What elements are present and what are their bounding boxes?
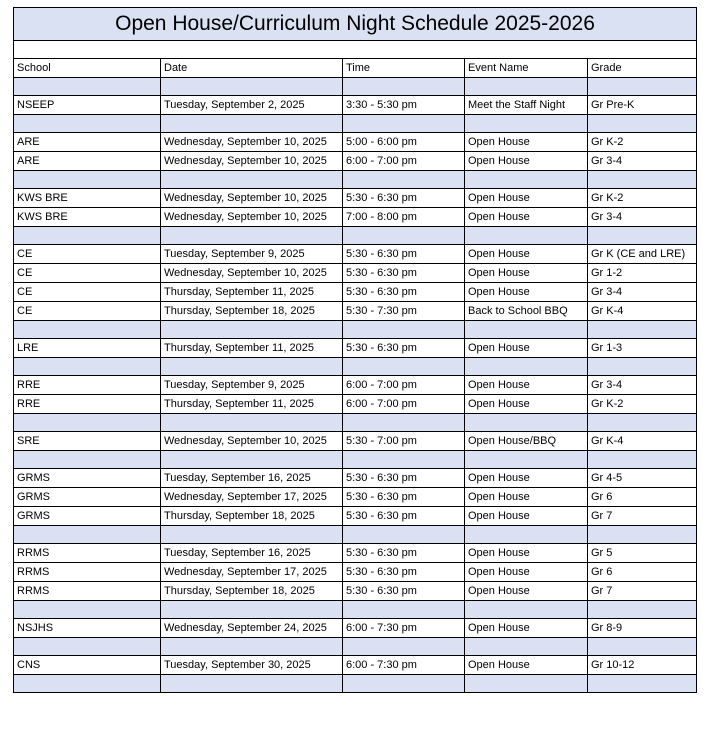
cell-school: GRMS bbox=[14, 469, 161, 488]
cell-grade: Gr K (CE and LRE) bbox=[588, 245, 697, 264]
cell-time: 5:30 - 6:30 pm bbox=[343, 469, 465, 488]
spacer-row bbox=[14, 451, 697, 469]
cell-event-name: Open House bbox=[465, 376, 588, 395]
spacer-cell bbox=[14, 526, 161, 544]
spacer-cell bbox=[588, 321, 697, 339]
spacer-row bbox=[14, 321, 697, 339]
cell-event-name: Open House bbox=[465, 469, 588, 488]
cell-time: 6:00 - 7:00 pm bbox=[343, 395, 465, 414]
cell-event-name: Open House bbox=[465, 395, 588, 414]
blank-row bbox=[14, 41, 697, 59]
cell-school: KWS BRE bbox=[14, 189, 161, 208]
schedule-row bbox=[14, 189, 697, 208]
cell-school: RRMS bbox=[14, 582, 161, 601]
spacer-cell bbox=[343, 321, 465, 339]
spacer-cell bbox=[465, 451, 588, 469]
cell-date: Wednesday, September 10, 2025 bbox=[161, 189, 343, 208]
cell-event-name: Open House/BBQ bbox=[465, 432, 588, 451]
cell-grade: Gr 1-3 bbox=[588, 339, 697, 358]
spacer-cell bbox=[14, 601, 161, 619]
cell-date: Tuesday, September 2, 2025 bbox=[161, 96, 343, 115]
cell-school: CNS bbox=[14, 656, 161, 675]
spacer-cell bbox=[588, 451, 697, 469]
header-grade: Grade bbox=[588, 59, 697, 78]
cell-date: Tuesday, September 9, 2025 bbox=[161, 376, 343, 395]
cell-time: 7:00 - 8:00 pm bbox=[343, 208, 465, 227]
cell-school: KWS BRE bbox=[14, 208, 161, 227]
cell-event-name: Open House bbox=[465, 133, 588, 152]
schedule-row bbox=[14, 152, 697, 171]
cell-date: Tuesday, September 30, 2025 bbox=[161, 656, 343, 675]
cell-date: Thursday, September 18, 2025 bbox=[161, 507, 343, 526]
cell-time: 5:30 - 6:30 pm bbox=[343, 488, 465, 507]
cell-school: NSJHS bbox=[14, 619, 161, 638]
cell-time: 5:30 - 6:30 pm bbox=[343, 507, 465, 526]
cell-time: 5:30 - 6:30 pm bbox=[343, 189, 465, 208]
cell-date: Thursday, September 11, 2025 bbox=[161, 339, 343, 358]
spacer-cell bbox=[588, 526, 697, 544]
spacer-cell bbox=[588, 601, 697, 619]
spacer-cell bbox=[14, 675, 161, 693]
header-school: School bbox=[14, 59, 161, 78]
cell-grade: Gr 3-4 bbox=[588, 208, 697, 227]
spacer-cell bbox=[465, 601, 588, 619]
schedule-row bbox=[14, 283, 697, 302]
spacer-cell bbox=[161, 675, 343, 693]
cell-school: CE bbox=[14, 245, 161, 264]
cell-school: RRMS bbox=[14, 544, 161, 563]
cell-event-name: Open House bbox=[465, 619, 588, 638]
schedule-row bbox=[14, 544, 697, 563]
cell-school: CE bbox=[14, 302, 161, 321]
cell-school: CE bbox=[14, 283, 161, 302]
cell-school: RRE bbox=[14, 395, 161, 414]
cell-grade: Gr 3-4 bbox=[588, 152, 697, 171]
schedule-row bbox=[14, 395, 697, 414]
title-row bbox=[14, 8, 697, 41]
schedule-row bbox=[14, 302, 697, 321]
cell-grade: Gr 3-4 bbox=[588, 376, 697, 395]
cell-time: 6:00 - 7:00 pm bbox=[343, 152, 465, 171]
spacer-cell bbox=[14, 414, 161, 432]
cell-time: 5:30 - 6:30 pm bbox=[343, 544, 465, 563]
cell-date: Thursday, September 11, 2025 bbox=[161, 283, 343, 302]
spacer-row bbox=[14, 227, 697, 245]
cell-date: Wednesday, September 10, 2025 bbox=[161, 133, 343, 152]
blank-cell bbox=[14, 41, 697, 59]
spacer-row bbox=[14, 638, 697, 656]
spacer-row bbox=[14, 601, 697, 619]
cell-date: Wednesday, September 10, 2025 bbox=[161, 432, 343, 451]
schedule-sheet bbox=[13, 7, 696, 693]
cell-time: 5:00 - 6:00 pm bbox=[343, 133, 465, 152]
schedule-row bbox=[14, 488, 697, 507]
spacer-row bbox=[14, 414, 697, 432]
cell-event-name: Open House bbox=[465, 264, 588, 283]
spacer-cell bbox=[588, 675, 697, 693]
cell-time: 5:30 - 6:30 pm bbox=[343, 582, 465, 601]
spacer-cell bbox=[588, 227, 697, 245]
cell-grade: Gr K-2 bbox=[588, 395, 697, 414]
schedule-row bbox=[14, 264, 697, 283]
spacer-cell bbox=[14, 227, 161, 245]
spacer-cell bbox=[161, 227, 343, 245]
schedule-row bbox=[14, 469, 697, 488]
schedule-body bbox=[14, 8, 697, 693]
cell-school: RRE bbox=[14, 376, 161, 395]
cell-school: LRE bbox=[14, 339, 161, 358]
cell-grade: Gr K-4 bbox=[588, 302, 697, 321]
spacer-cell bbox=[343, 675, 465, 693]
cell-event-name: Open House bbox=[465, 189, 588, 208]
spacer-cell bbox=[588, 414, 697, 432]
cell-time: 5:30 - 7:30 pm bbox=[343, 302, 465, 321]
spacer-cell bbox=[161, 115, 343, 133]
schedule-row bbox=[14, 245, 697, 264]
cell-event-name: Open House bbox=[465, 563, 588, 582]
cell-event-name: Open House bbox=[465, 582, 588, 601]
spacer-cell bbox=[161, 526, 343, 544]
cell-school: ARE bbox=[14, 152, 161, 171]
spacer-cell bbox=[14, 115, 161, 133]
schedule-row bbox=[14, 656, 697, 675]
cell-event-name: Meet the Staff Night bbox=[465, 96, 588, 115]
cell-event-name: Back to School BBQ bbox=[465, 302, 588, 321]
spacer-row bbox=[14, 115, 697, 133]
cell-time: 5:30 - 6:30 pm bbox=[343, 264, 465, 283]
spacer-cell bbox=[343, 451, 465, 469]
spacer-cell bbox=[14, 78, 161, 96]
spacer-cell bbox=[14, 358, 161, 376]
header-row bbox=[14, 59, 697, 78]
cell-grade: Gr 7 bbox=[588, 507, 697, 526]
spacer-cell bbox=[465, 227, 588, 245]
cell-grade: Gr 3-4 bbox=[588, 283, 697, 302]
cell-date: Tuesday, September 16, 2025 bbox=[161, 469, 343, 488]
cell-school: GRMS bbox=[14, 507, 161, 526]
cell-date: Wednesday, September 24, 2025 bbox=[161, 619, 343, 638]
spacer-cell bbox=[161, 414, 343, 432]
cell-time: 6:00 - 7:30 pm bbox=[343, 656, 465, 675]
cell-event-name: Open House bbox=[465, 245, 588, 264]
schedule-row bbox=[14, 376, 697, 395]
cell-grade: Gr K-2 bbox=[588, 189, 697, 208]
spacer-cell bbox=[465, 675, 588, 693]
schedule-row bbox=[14, 619, 697, 638]
cell-time: 5:30 - 6:30 pm bbox=[343, 283, 465, 302]
cell-date: Thursday, September 18, 2025 bbox=[161, 302, 343, 321]
schedule-table bbox=[13, 7, 697, 693]
schedule-row bbox=[14, 507, 697, 526]
cell-school: NSEEP bbox=[14, 96, 161, 115]
cell-grade: Gr 4-5 bbox=[588, 469, 697, 488]
spacer-cell bbox=[465, 171, 588, 189]
cell-date: Wednesday, September 10, 2025 bbox=[161, 264, 343, 283]
spacer-cell bbox=[465, 358, 588, 376]
cell-school: ARE bbox=[14, 133, 161, 152]
spacer-cell bbox=[343, 171, 465, 189]
cell-grade: Gr 8-9 bbox=[588, 619, 697, 638]
cell-event-name: Open House bbox=[465, 507, 588, 526]
schedule-row bbox=[14, 432, 697, 451]
spacer-cell bbox=[465, 638, 588, 656]
spacer-cell bbox=[14, 171, 161, 189]
cell-event-name: Open House bbox=[465, 152, 588, 171]
spacer-cell bbox=[343, 227, 465, 245]
cell-time: 5:30 - 7:00 pm bbox=[343, 432, 465, 451]
spacer-cell bbox=[14, 638, 161, 656]
spacer-cell bbox=[465, 78, 588, 96]
spacer-cell bbox=[465, 526, 588, 544]
header-time: Time bbox=[343, 59, 465, 78]
cell-date: Wednesday, September 17, 2025 bbox=[161, 488, 343, 507]
schedule-row bbox=[14, 563, 697, 582]
cell-time: 6:00 - 7:30 pm bbox=[343, 619, 465, 638]
cell-school: RRMS bbox=[14, 563, 161, 582]
spacer-cell bbox=[343, 115, 465, 133]
spacer-cell bbox=[588, 115, 697, 133]
spacer-cell bbox=[343, 414, 465, 432]
spacer-cell bbox=[343, 78, 465, 96]
spacer-row bbox=[14, 358, 697, 376]
cell-grade: Gr 6 bbox=[588, 488, 697, 507]
cell-time: 3:30 - 5:30 pm bbox=[343, 96, 465, 115]
cell-date: Wednesday, September 10, 2025 bbox=[161, 152, 343, 171]
spacer-cell bbox=[465, 115, 588, 133]
cell-event-name: Open House bbox=[465, 208, 588, 227]
spacer-row bbox=[14, 526, 697, 544]
schedule-row bbox=[14, 96, 697, 115]
spacer-cell bbox=[588, 171, 697, 189]
cell-grade: Gr 5 bbox=[588, 544, 697, 563]
cell-school: CE bbox=[14, 264, 161, 283]
spacer-cell bbox=[161, 78, 343, 96]
cell-event-name: Open House bbox=[465, 488, 588, 507]
schedule-row bbox=[14, 133, 697, 152]
cell-grade: Gr 10-12 bbox=[588, 656, 697, 675]
cell-time: 5:30 - 6:30 pm bbox=[343, 563, 465, 582]
cell-grade: Gr K-4 bbox=[588, 432, 697, 451]
cell-time: 5:30 - 6:30 pm bbox=[343, 339, 465, 358]
cell-grade: Gr 6 bbox=[588, 563, 697, 582]
cell-time: 6:00 - 7:00 pm bbox=[343, 376, 465, 395]
cell-date: Tuesday, September 16, 2025 bbox=[161, 544, 343, 563]
spacer-cell bbox=[161, 601, 343, 619]
schedule-row bbox=[14, 582, 697, 601]
cell-date: Wednesday, September 10, 2025 bbox=[161, 208, 343, 227]
spacer-row bbox=[14, 675, 697, 693]
spacer-cell bbox=[14, 451, 161, 469]
spacer-cell bbox=[161, 321, 343, 339]
cell-time: 5:30 - 6:30 pm bbox=[343, 245, 465, 264]
cell-grade: Gr Pre-K bbox=[588, 96, 697, 115]
spacer-cell bbox=[343, 358, 465, 376]
schedule-row bbox=[14, 208, 697, 227]
cell-event-name: Open House bbox=[465, 544, 588, 563]
schedule-row bbox=[14, 339, 697, 358]
spacer-cell bbox=[343, 638, 465, 656]
spacer-row bbox=[14, 171, 697, 189]
cell-date: Tuesday, September 9, 2025 bbox=[161, 245, 343, 264]
spacer-cell bbox=[465, 321, 588, 339]
spacer-cell bbox=[588, 358, 697, 376]
cell-event-name: Open House bbox=[465, 339, 588, 358]
spacer-cell bbox=[161, 171, 343, 189]
cell-date: Thursday, September 18, 2025 bbox=[161, 582, 343, 601]
cell-date: Wednesday, September 17, 2025 bbox=[161, 563, 343, 582]
cell-event-name: Open House bbox=[465, 283, 588, 302]
spacer-cell bbox=[588, 638, 697, 656]
spacer-cell bbox=[161, 358, 343, 376]
spacer-cell bbox=[343, 601, 465, 619]
spacer-row bbox=[14, 78, 697, 96]
cell-event-name: Open House bbox=[465, 656, 588, 675]
cell-school: GRMS bbox=[14, 488, 161, 507]
cell-grade: Gr 7 bbox=[588, 582, 697, 601]
schedule-title: Open House/Curriculum Night Schedule 2025-2026 bbox=[14, 8, 697, 41]
cell-date: Thursday, September 11, 2025 bbox=[161, 395, 343, 414]
spacer-cell bbox=[588, 78, 697, 96]
spacer-cell bbox=[14, 321, 161, 339]
cell-grade: Gr 1-2 bbox=[588, 264, 697, 283]
spacer-cell bbox=[343, 526, 465, 544]
cell-school: SRE bbox=[14, 432, 161, 451]
header-date: Date bbox=[161, 59, 343, 78]
spacer-cell bbox=[161, 451, 343, 469]
header-event-name: Event Name bbox=[465, 59, 588, 78]
cell-grade: Gr K-2 bbox=[588, 133, 697, 152]
spacer-cell bbox=[465, 414, 588, 432]
spacer-cell bbox=[161, 638, 343, 656]
